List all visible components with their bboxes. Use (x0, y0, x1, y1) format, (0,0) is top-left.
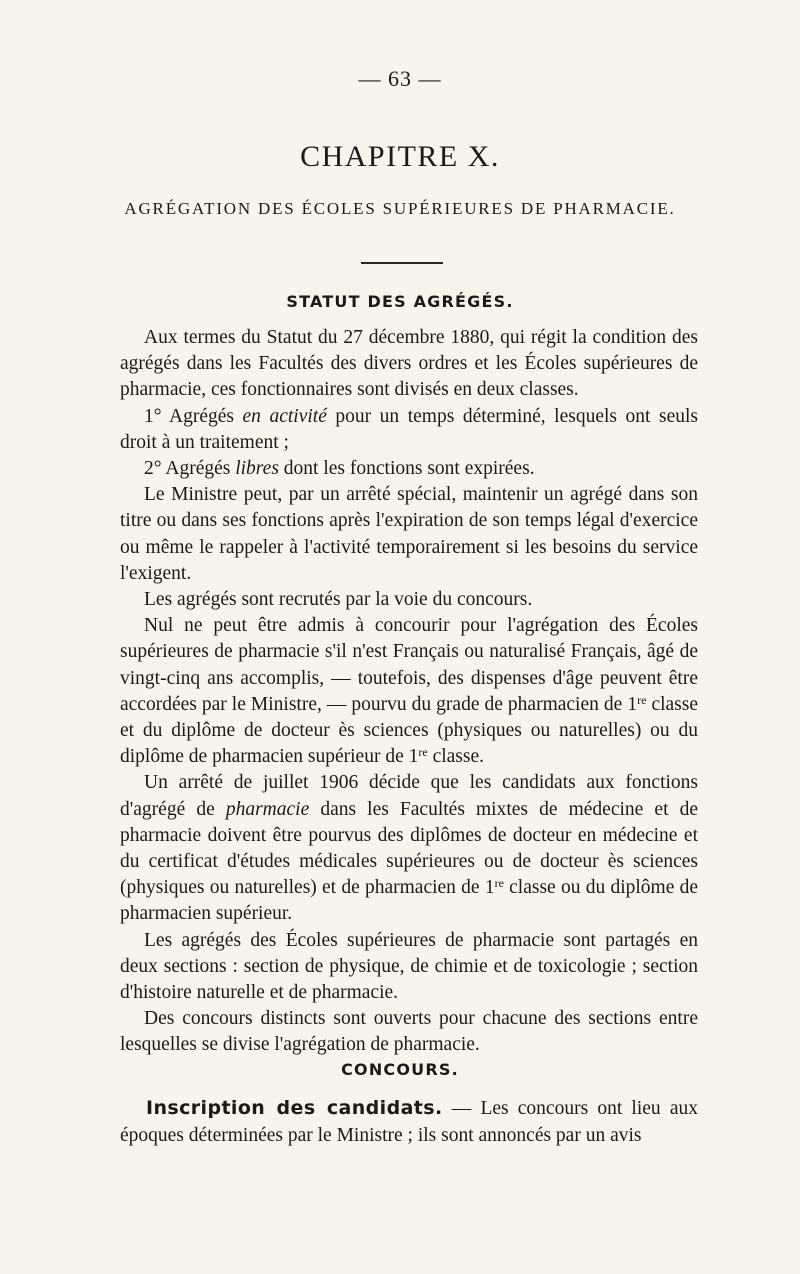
paragraph-text: classe ou du diplôme de pharmacien supérieur. (120, 877, 698, 925)
paragraph: Des concours distincts sont ouverts pour chacune des sections entre lesquelles se divise l'agrégation de pharmacie. (120, 1008, 698, 1056)
superscript: re (418, 745, 428, 760)
section-heading-concours: CONCOURS. (341, 1060, 459, 1079)
paragraph-text: Agrégés (161, 405, 243, 427)
paragraph-text: Agrégés (161, 458, 236, 480)
paragraph (120, 613, 698, 770)
list-number: 1° (144, 405, 162, 427)
paragraph-text: dans les Facultés mixtes de médecine et de pharmacie doivent être pourvus des diplômes de docteur en médecine et du certificat d'études médicales supérieures ou de docteur ès sciences (physiques ou naturelles) et de pharmacien de 1 (120, 798, 698, 899)
paragraph (120, 770, 698, 927)
paragraph (120, 404, 698, 456)
paragraph-text: classe et du diplôme de docteur ès sciences (physiques ou naturelles) ou du diplôme de pharmacien supérieur de 1 (120, 693, 699, 768)
superscript: re (494, 876, 504, 891)
chapter-title: CHAPITRE X. (300, 140, 500, 173)
section-heading-statut: STATUT DES AGRÉGÉS. (286, 292, 514, 311)
paragraph-text: dont les fonctions sont expirées. (278, 458, 535, 480)
chapter-subtitle: AGRÉGATION DES ÉCOLES SUPÉRIEURES DE PHARMACIE. (124, 199, 676, 218)
paragraph-text: Un arrêté de juillet 1906 décide que les candidats aux fonctions d'agrégé de (120, 772, 698, 820)
section-divider (361, 262, 443, 264)
page-number: — 63 — (358, 66, 442, 91)
superscript: re (637, 692, 647, 707)
statut-body (120, 325, 698, 1059)
emphasis: pharmacie (225, 798, 310, 820)
paragraph (120, 1095, 698, 1149)
paragraph (120, 456, 698, 482)
list-number: 2° (144, 458, 162, 480)
run-in-heading: Inscription des candidats. (146, 1097, 443, 1119)
paragraph-text: Nul ne peut être admis à concourir pour l'agrégation des Écoles supérieures de pharmacie s'il n'est Français ou naturalisé Français, âgé de vingt-cinq ans accomplis, — toutefois, des dispenses d'âge peuvent être accordées par le Ministre, — pourvu du grade de pharmacien de 1 (120, 615, 698, 715)
emphasis: libres (235, 458, 279, 480)
concours-body (120, 1095, 698, 1149)
paragraph: Les agrégés sont recrutés par la voie du concours. (144, 589, 533, 611)
emphasis: en activité (242, 405, 327, 427)
paragraph: Les agrégés des Écoles supérieures de pharmacie sont partagés en deux sections : section de physique, de chimie et de toxicologie ; section d'histoire naturelle et de pharmacie. (120, 929, 698, 1004)
paragraph-text: classe. (427, 746, 484, 768)
paragraph-text: pour un temps déterminé, lesquels ont seuls droit à un traitement ; (120, 405, 698, 453)
paragraph: Aux termes du Statut du 27 décembre 1880, qui régit la condition des agrégés dans les Facultés des divers ordres et les Écoles supérieures de pharmacie, ces fonctionnaires sont divisés en deux classes. (120, 327, 698, 401)
paragraph-text: — Les concours ont lieu aux époques déterminées par le Ministre ; ils sont annoncés par un avis (120, 1098, 698, 1146)
paragraph: Le Ministre peut, par un arrêté spécial, maintenir un agrégé dans son titre ou dans ses fonctions après l'expiration de son temps légal d'exercice ou même le rappeler à l'activité temporairement si les besoins du service l'exigent. (120, 484, 698, 584)
